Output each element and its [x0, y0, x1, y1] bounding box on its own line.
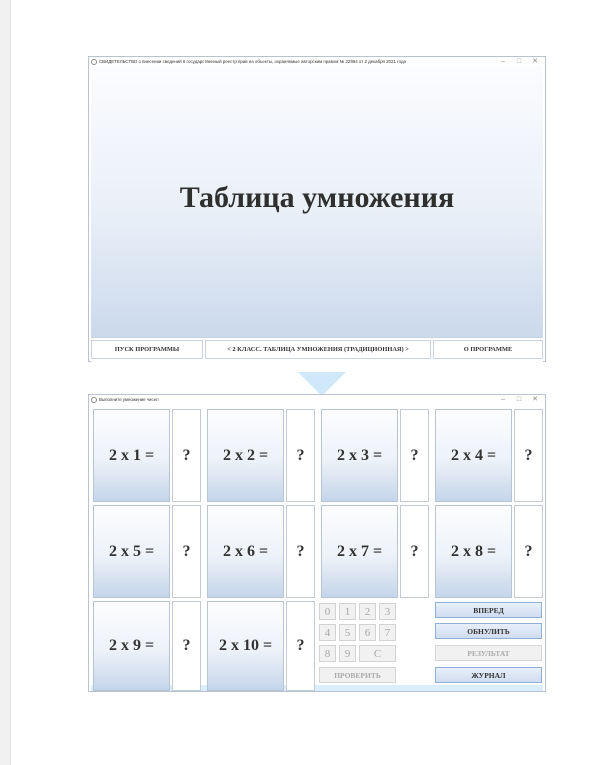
title-panel	[91, 67, 543, 337]
title-bar	[89, 57, 545, 67]
answer-field[interactable]: ?	[286, 409, 315, 502]
keypad-key-3[interactable]: 3	[379, 603, 396, 620]
check-button[interactable]: ПРОВЕРИТЬ	[319, 667, 396, 683]
answer-field[interactable]: ?	[286, 601, 315, 691]
answer-field[interactable]: ?	[514, 505, 543, 598]
answer-field[interactable]: ?	[172, 409, 201, 502]
keypad-key-8[interactable]: 8	[319, 645, 336, 662]
keypad-key-0[interactable]: 0	[319, 603, 336, 620]
problem-cell: 2 x 2 =	[207, 409, 284, 502]
keypad-key-9[interactable]: 9	[339, 645, 356, 662]
keypad-key-2[interactable]: 2	[359, 603, 376, 620]
title-bar-2	[89, 395, 545, 405]
answer-field[interactable]: ?	[286, 505, 315, 598]
maximize-button[interactable]: □	[516, 396, 522, 403]
problem-cell: 2 x 8 =	[435, 505, 512, 598]
multiplication-window	[88, 394, 546, 692]
problem-cell: 2 x 3 =	[321, 409, 398, 502]
keypad-key-6[interactable]: 6	[359, 624, 376, 641]
journal-button[interactable]: ЖУРНАЛ	[435, 667, 542, 683]
reset-button[interactable]: ОБНУЛИТЬ	[435, 623, 542, 639]
minimize-button[interactable]: –	[501, 58, 505, 65]
answer-field[interactable]: ?	[172, 505, 201, 598]
result-button[interactable]: РЕЗУЛЬТАТ	[435, 645, 542, 661]
close-button[interactable]: ✕	[532, 58, 538, 65]
problem-cell: 2 x 6 =	[207, 505, 284, 598]
keypad-key-1[interactable]: 1	[339, 603, 356, 620]
start-program-button[interactable]: ПУСК ПРОГРАММЫ	[91, 340, 203, 359]
keypad-key-7[interactable]: 7	[379, 624, 396, 641]
keypad-key-5[interactable]: 5	[339, 624, 356, 641]
document-left-gutter	[0, 0, 11, 765]
keypad-key-4[interactable]: 4	[319, 624, 336, 641]
app-icon	[91, 397, 97, 403]
mode-select-button[interactable]: < 2 КЛАСС. ТАБЛИЦА УМНОЖЕНИЯ (ТРАДИЦИОННАЯ) >	[205, 340, 431, 359]
answer-field[interactable]: ?	[514, 409, 543, 502]
forward-button[interactable]: ВПЕРЕД	[435, 602, 542, 618]
main-title: Таблица умножения	[179, 181, 455, 214]
window-title: СВИДЕТЕЛЬСТВО о внесении сведений в государственный реестр прав на объекты, охраняемые авторским правом № 22994 от 2 декабря 2021 года	[99, 59, 406, 64]
background-decoration	[298, 372, 346, 396]
problem-cell: 2 x 4 =	[435, 409, 512, 502]
minimize-button[interactable]: –	[501, 396, 505, 403]
problem-cell: 2 x 10 =	[207, 601, 284, 691]
maximize-button[interactable]: □	[516, 58, 522, 65]
keypad-clear-key[interactable]: C	[359, 645, 396, 662]
answer-field[interactable]: ?	[400, 505, 429, 598]
title-window	[88, 56, 546, 362]
problem-cell: 2 x 7 =	[321, 505, 398, 598]
window-title-2: Выполните умножение чисел	[99, 397, 159, 402]
problem-cell: 2 x 1 =	[93, 409, 170, 502]
problem-cell: 2 x 5 =	[93, 505, 170, 598]
app-icon	[91, 59, 97, 65]
close-button[interactable]: ✕	[532, 396, 538, 403]
about-program-button[interactable]: О ПРОГРАММЕ	[433, 340, 543, 359]
answer-field[interactable]: ?	[172, 601, 201, 691]
problem-cell: 2 x 9 =	[93, 601, 170, 691]
answer-field[interactable]: ?	[400, 409, 429, 502]
bottom-button-bar	[91, 337, 543, 362]
